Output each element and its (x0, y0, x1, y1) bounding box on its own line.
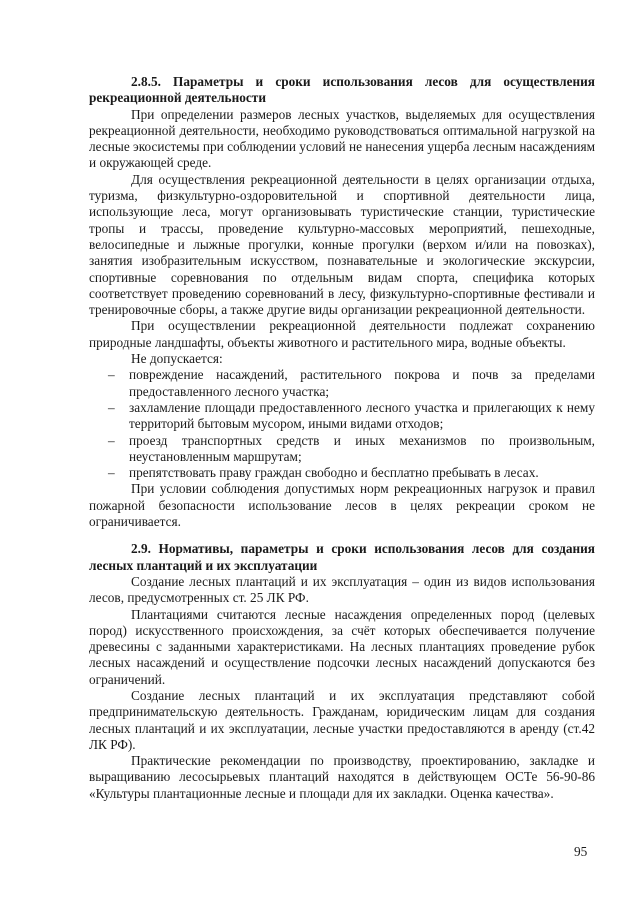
paragraph: Плантациями считаются лесные насаждения определенных пород (целевых пород) искусственного происхождения, за счёт которых обеспечивается получение древесины с заданными характеристиками. На лесных плантациях проведение рубок лесных насаждений и осуществление подсочки лесных насаждений допускаются без ограничений. (89, 606, 595, 687)
list-item (89, 367, 595, 400)
section-heading-2-8-5: 2.8.5. Параметры и сроки использования лесов для осуществления рекреационной деятельности (89, 74, 595, 106)
page-content (89, 74, 595, 802)
page-number: 95 (574, 844, 588, 859)
list-item-text: препятствовать праву граждан свободно и бесплатно пребывать в лесах. (129, 465, 539, 481)
paragraph: Практические рекомендации по производству, проектированию, закладке и выращиванию лесосырьевых плантаций находятся в действующем ОСТе 56-90-86 «Культуры плантационные лесные и площади для их закладки. Оценка качества». (89, 753, 595, 801)
section-heading-2-9: 2.9. Нормативы, параметры и сроки использования лесов для создания лесных плантаций и их эксплуатации (89, 541, 595, 573)
paragraph-not-allowed-intro: Не допускается: (131, 351, 223, 367)
paragraph: Для осуществления рекреационной деятельности в целях организации отдыха, туризма, физкультурно-оздоровительной и спортивной деятельности лица, использующие леса, могут организовывать туристические станции, туристические тропы и трассы, проведение культурно-массовых мероприятий, пешеходные, велосипедные и лыжные прогулки, конные прогулки (верхом и/или на повозках), занятия изобразительным искусством, познавательные и экологические экскурсии, спортивные соревнования по отдельным видам спорта, специфика которых соответствует проведению соревнований в лесу, физкультурно-спортивные фестивали и тренировочные сборы, а также другие виды организации рекреационной деятельности. (89, 171, 595, 318)
list-item-text: захламление площади предоставленного лесного участка и прилегающих к нему территорий бытовым мусором, иными видами отходов; (129, 399, 595, 432)
paragraph-closing: При условии соблюдения допустимых норм рекреационных нагрузок и правил пожарной безопасности использование лесов в целях рекреации сроком не ограничивается. (89, 481, 595, 530)
list-item-text: проезд транспортных средств и иных механизмов по произвольным, неустановленным маршрутам; (129, 432, 595, 464)
prohibitions-list (89, 367, 595, 481)
list-dash: – (108, 367, 115, 383)
list-item (89, 433, 595, 466)
paragraph: При осуществлении рекреационной деятельности подлежат сохранению природные ландшафты, объекты животного и растительного мира, водные объекты. (89, 318, 595, 350)
list-dash: – (108, 399, 115, 415)
paragraph: Создание лесных плантаций и их эксплуатация – один из видов использования лесов, предусмотренных ст. 25 ЛК РФ. (89, 573, 595, 606)
list-dash: – (108, 465, 115, 481)
list-item (89, 400, 595, 433)
paragraph: При определении размеров лесных участков, выделяемых для осуществления рекреационной деятельности, необходимо руководствоваться оптимальной нагрузкой на лесные экосистемы при соблюдении условий не нанесения ущерба лесным насаждениям и окружающей среде. (89, 106, 595, 171)
paragraph: Создание лесных плантаций и их эксплуатация представляют собой предпринимательскую деятельность. Гражданам, юридическим лицам для создания лесных плантаций и их эксплуатации, лесные участки предоставляются в аренду (ст.42 ЛК РФ). (89, 687, 595, 752)
list-item-text: повреждение насаждений, растительного покрова и почв за пределами предоставленного лесного участка; (129, 367, 595, 399)
list-item (89, 465, 595, 481)
list-dash: – (108, 432, 115, 448)
